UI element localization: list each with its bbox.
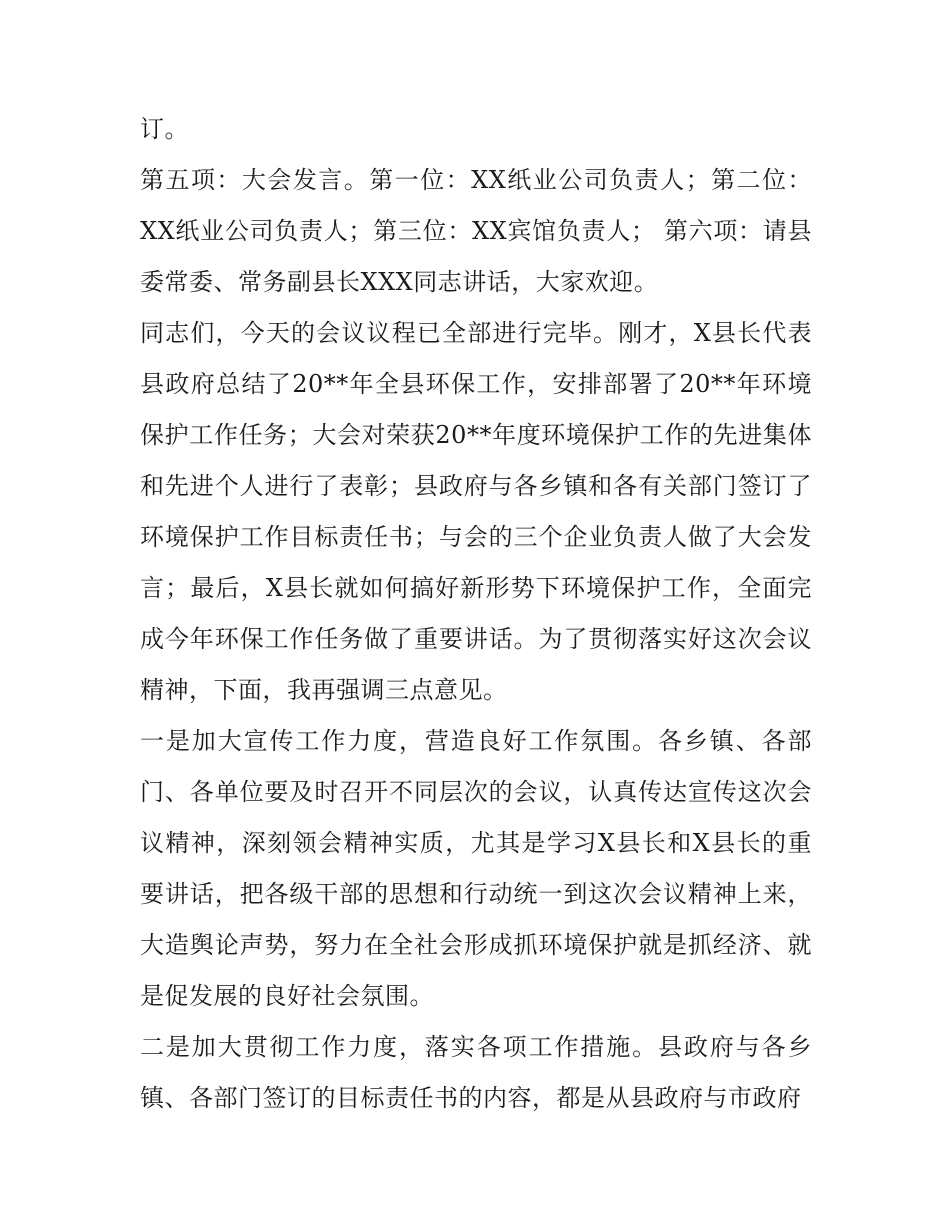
- paragraph-agenda-speeches: 第五项：大会发言。第一位：XX纸业公司负责人；第二位：XX纸业公司负责人；第三位：XX宾馆负责人； 第六项：请县委常委、常务副县长XXX同志讲话，大家欢迎。: [140, 166, 812, 296]
- paragraph-continuation: 订。: [140, 115, 189, 143]
- document-body: [140, 104, 812, 1124]
- paragraph-point-two: 二是加大贯彻工作力度，落实各项工作措施。县政府与各乡镇、各部门签订的目标责任书的内容，都是从县政府与市政府: [140, 1033, 812, 1112]
- paragraph-meeting-summary: 同志们，今天的会议议程已全部进行完毕。刚才，X县长代表县政府总结了20**年全县环保工作，安排部署了20**年环境保护工作任务；大会对荣获20**年度环境保护工作的先进集体和先进个人进行了表彰；县政府与各乡镇和各有关部门签订了环境保护工作目标责任书；与会的三个企业负责人做了大会发言；最后，X县长就如何搞好新形势下环境保护工作，全面完成今年环保工作任务做了重要讲话。为了贯彻落实好这次会议精神，下面，我再强调三点意见。: [140, 319, 812, 704]
- paragraph-point-one: 一是加大宣传工作力度，营造良好工作氛围。各乡镇、各部门、各单位要及时召开不同层次的会议，认真传达宣传这次会议精神，深刻领会精神实质，尤其是学习X县长和X县长的重要讲话，把各级干部的思想和行动统一到这次会议精神上来，大造舆论声势，努力在全社会形成抓环境保护就是抓经济、就是促发展的良好社会氛围。: [140, 727, 812, 1010]
